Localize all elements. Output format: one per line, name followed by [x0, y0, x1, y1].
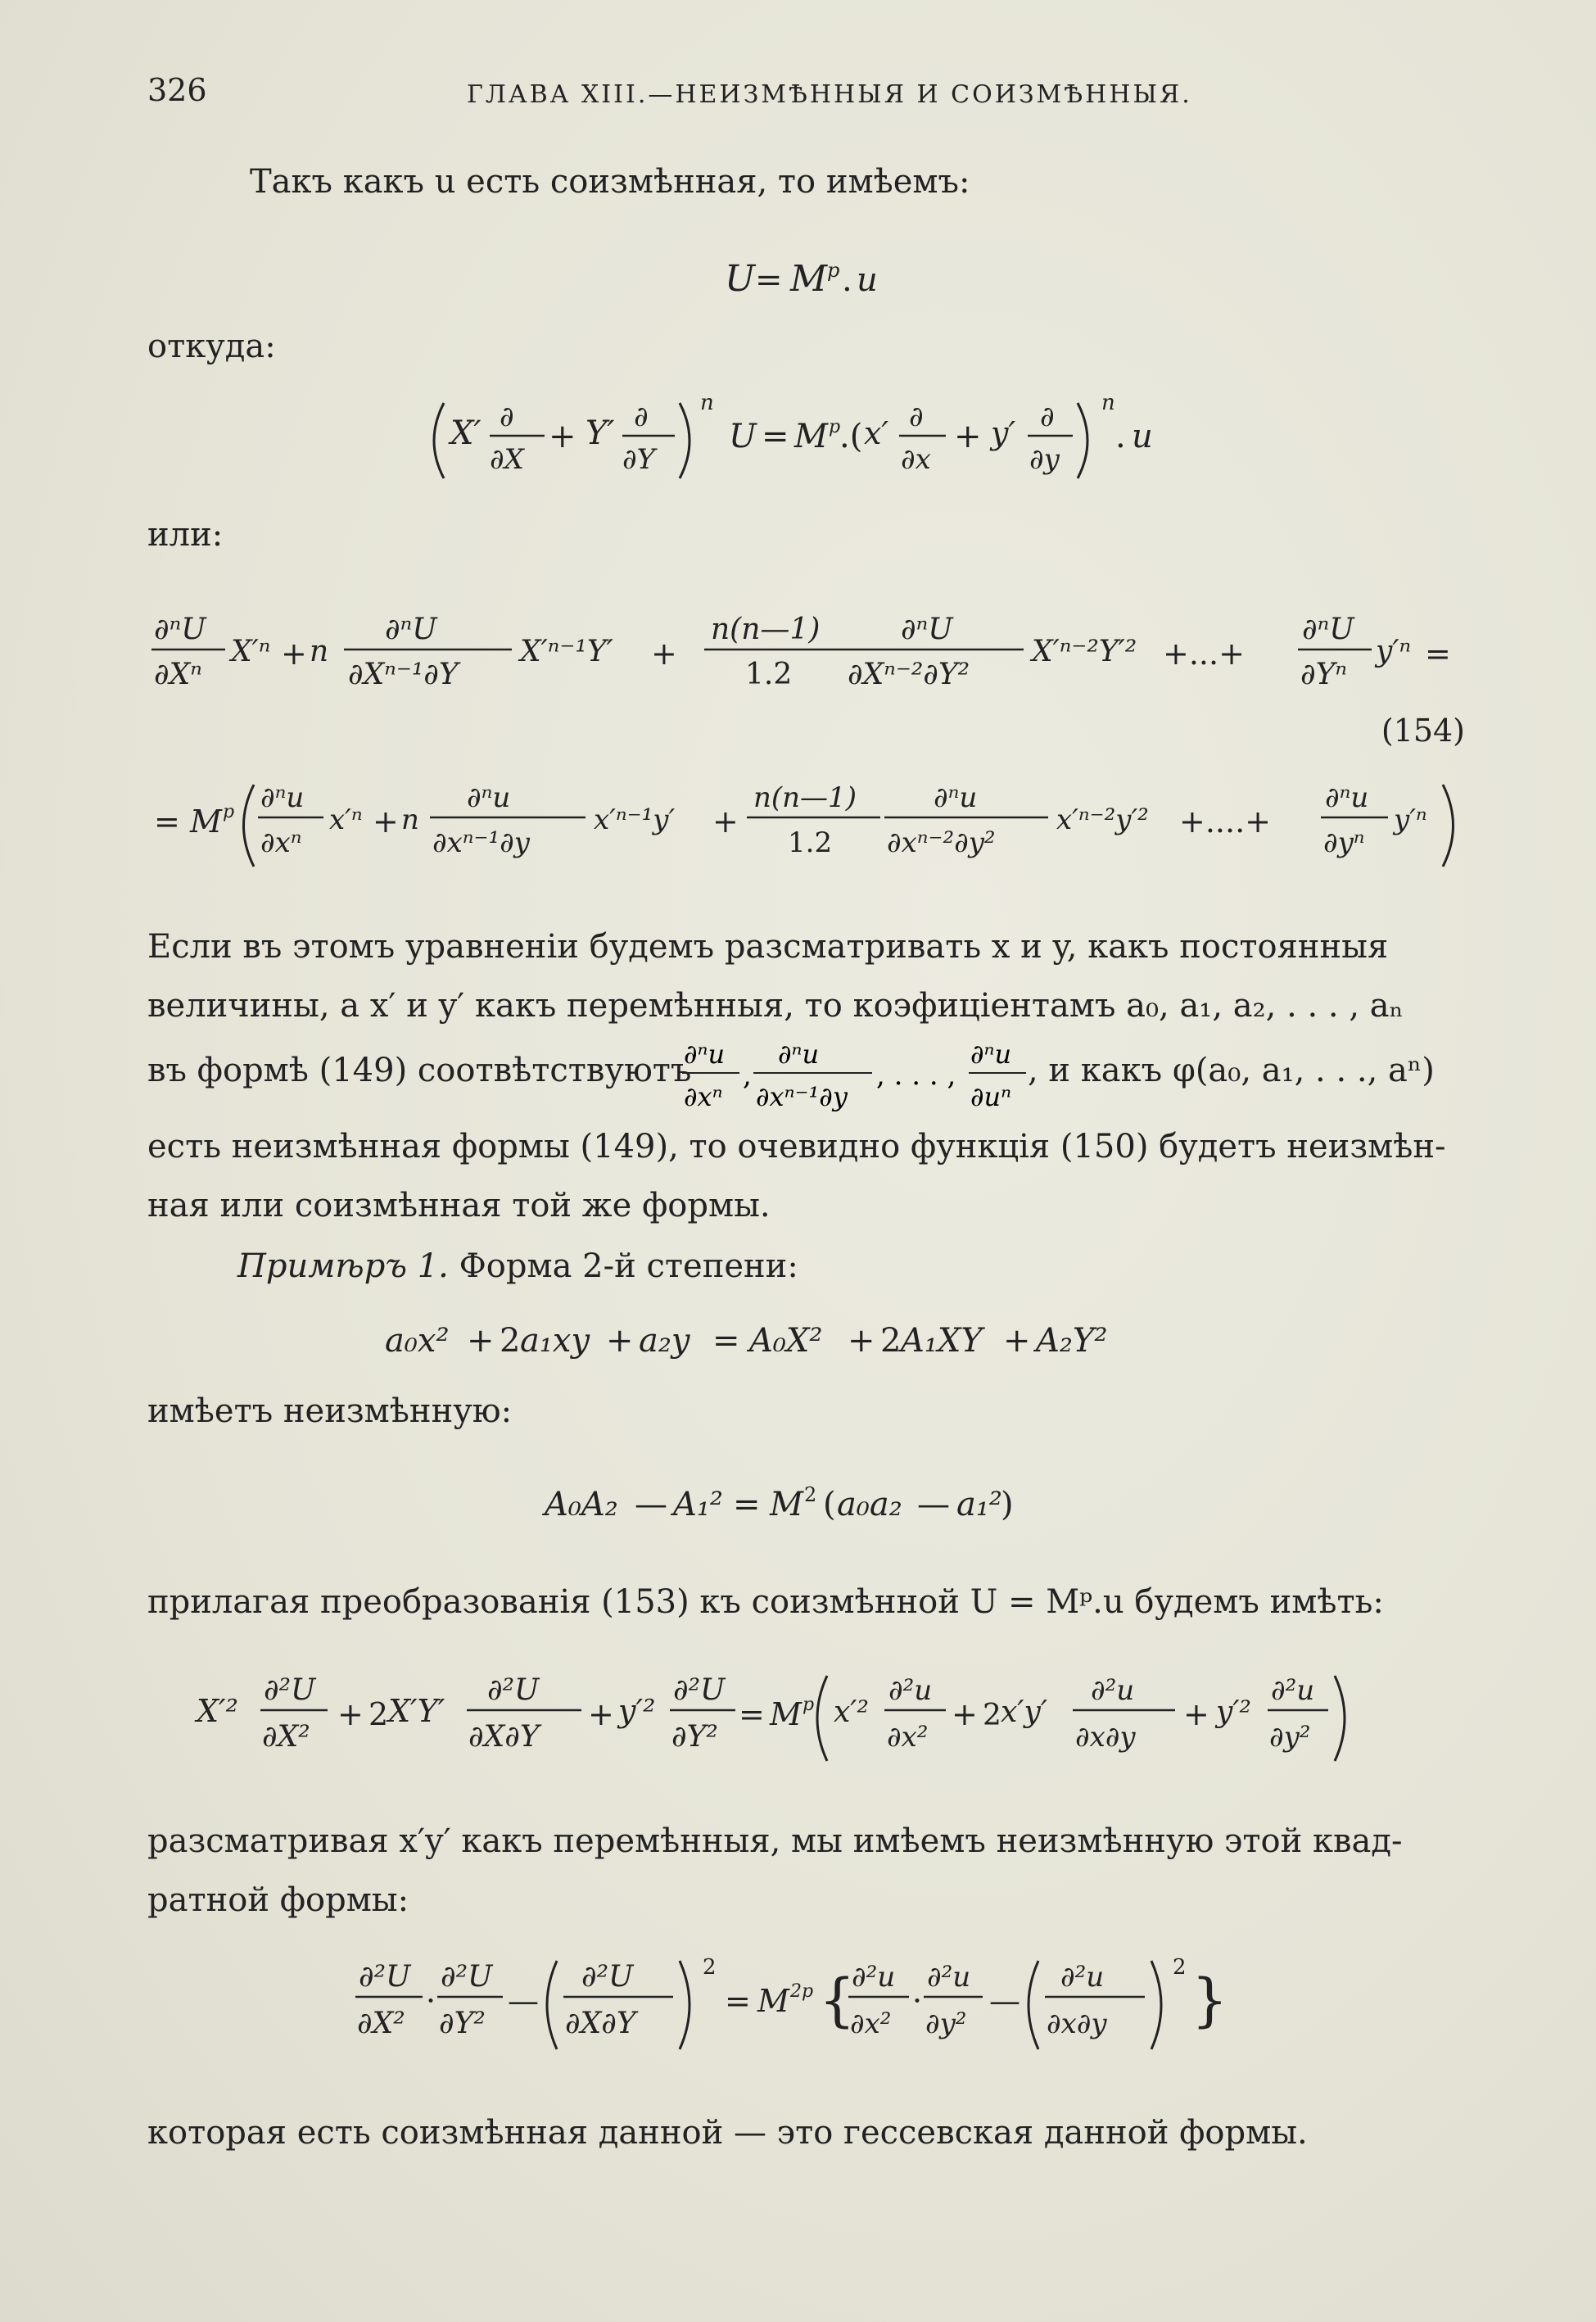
svg-text:a₁xy: a₁xy [520, 1322, 590, 1360]
svg-text:x′ⁿ⁻²y′²: x′ⁿ⁻²y′² [1056, 803, 1149, 836]
paragraph-2-line-1: Если въ этомъ уравненіи будемъ разсматривать x и y, какъ постоянныя [147, 928, 1389, 966]
paragraph-5-line-2: ратной формы: [147, 1881, 409, 1919]
svg-text:∂ⁿu: ∂ⁿu [778, 1039, 820, 1070]
equation-transform [123, 1663, 1499, 1777]
svg-text:X′²: X′² [197, 1693, 238, 1729]
svg-text:x′: x′ [864, 415, 889, 451]
svg-text:Y′: Y′ [586, 414, 615, 452]
svg-text:X′Y′: X′Y′ [388, 1693, 445, 1729]
svg-text:n(n—1): n(n—1) [753, 781, 857, 814]
svg-text:a₀a₂: a₀a₂ [837, 1486, 902, 1523]
svg-text:2: 2 [703, 1955, 717, 1980]
svg-text:∂Y²: ∂Y² [439, 2007, 486, 2040]
svg-text:n: n [401, 803, 419, 836]
label-ili: или: [147, 516, 224, 554]
svg-text:2: 2 [500, 1322, 521, 1360]
equation-u [123, 246, 1499, 311]
svg-text:X′ⁿ⁻²Y′²: X′ⁿ⁻²Y′² [1032, 635, 1137, 668]
svg-text:=: = [725, 1983, 751, 2019]
equation-number-154: (154) [1381, 713, 1465, 749]
paragraph-2-line-2: величины, а x′ и y′ какъ перемѣнныя, то коэфиціентамъ a₀, a₁, a₂, . . . , aₙ [147, 987, 1404, 1025]
svg-text:+: + [606, 1322, 634, 1360]
svg-text:∂y²: ∂y² [1269, 1721, 1311, 1754]
svg-text:M: M [790, 258, 828, 300]
svg-text:∂: ∂ [500, 401, 514, 433]
svg-text:x′y′: x′y′ [1001, 1695, 1047, 1729]
svg-text:∂ⁿU: ∂ⁿU [385, 613, 437, 646]
equation-invariant [123, 1470, 1499, 1536]
equation-operator [123, 385, 1499, 500]
paragraph-3: имѣетъ неизмѣнную: [147, 1392, 513, 1430]
svg-text:+: + [588, 1696, 614, 1732]
svg-text:∂x²: ∂x² [887, 1721, 929, 1754]
svg-text:∂Xⁿ⁻¹∂Y: ∂Xⁿ⁻¹∂Y [348, 658, 459, 691]
svg-text:∂Xⁿ⁻²∂Y²: ∂Xⁿ⁻²∂Y² [848, 658, 970, 691]
svg-text:∂y²: ∂y² [925, 2007, 967, 2040]
paragraph-2-line-3-start: въ формѣ (149) соотвѣтствуютъ [147, 1052, 692, 1089]
paragraph-2-line-3-end: , и какъ φ(a₀, a₁, . . ., aⁿ) [1028, 1052, 1435, 1089]
svg-text:}: } [1191, 1967, 1228, 2034]
svg-text:U: U [729, 418, 757, 455]
svg-text:a₀x²: a₀x² [385, 1322, 450, 1360]
svg-text:—: — [917, 1486, 950, 1523]
svg-text:∂X∂Y: ∂X∂Y [468, 1720, 540, 1754]
svg-text:.: . [1115, 418, 1126, 455]
svg-text:p: p [829, 417, 841, 437]
equation-154-line1-svg [123, 602, 1499, 708]
svg-text:n: n [310, 635, 329, 668]
svg-text:{: { [819, 1967, 856, 2034]
svg-text:n(n—1): n(n—1) [711, 613, 821, 646]
equation-form-2 [123, 1306, 1499, 1372]
svg-text:y′ⁿ: y′ⁿ [1394, 803, 1427, 836]
svg-text:x′ⁿ⁻¹y′: x′ⁿ⁻¹y′ [594, 803, 676, 836]
svg-text:=: = [739, 1696, 765, 1732]
svg-text:∂: ∂ [909, 401, 924, 433]
svg-text:∂ⁿu: ∂ⁿu [1325, 781, 1369, 814]
svg-text:∂Xⁿ: ∂Xⁿ [154, 658, 202, 691]
svg-text:U: U [725, 258, 756, 300]
equation-154-line2 [123, 770, 1499, 876]
svg-text:+: + [712, 803, 739, 840]
svg-text:A₁²: A₁² [673, 1486, 723, 1523]
svg-text:∂X²: ∂X² [357, 2007, 405, 2040]
svg-text:A₁XY: A₁XY [901, 1322, 983, 1360]
svg-text:=: = [733, 1486, 761, 1523]
svg-text:∂uⁿ: ∂uⁿ [970, 1081, 1012, 1112]
svg-text:M: M [757, 1983, 789, 2019]
svg-text:·: · [912, 1983, 923, 2019]
svg-text:∂x∂y: ∂x∂y [1047, 2007, 1107, 2040]
example-label: Примѣръ 1. [237, 1247, 449, 1285]
svg-text:=: = [755, 261, 783, 299]
svg-text:a₁²: a₁² [956, 1486, 1002, 1523]
svg-text:2: 2 [804, 1483, 817, 1506]
svg-text:∂: ∂ [1040, 401, 1055, 433]
svg-text:x′²: x′² [834, 1695, 869, 1729]
svg-text:—: — [508, 1983, 539, 2019]
svg-text:): ) [1001, 1486, 1014, 1523]
svg-text:p: p [803, 1695, 815, 1715]
svg-text:—: — [635, 1486, 667, 1523]
svg-text:+: + [651, 636, 677, 672]
svg-text:+: + [337, 1696, 364, 1732]
svg-text:y′²: y′² [1216, 1695, 1251, 1729]
svg-text:∂²u: ∂²u [888, 1674, 933, 1707]
equation-transform-svg [123, 1663, 1499, 1777]
svg-text:∂²U: ∂²U [581, 1960, 634, 1994]
svg-text:∂²U: ∂²U [264, 1673, 316, 1707]
svg-text:∂: ∂ [634, 401, 649, 433]
svg-text:1.2: 1.2 [788, 826, 833, 859]
equation-invariant-svg [123, 1470, 1499, 1536]
svg-text:∂ⁿu: ∂ⁿu [934, 781, 978, 814]
equation-hessian [123, 1949, 1499, 2064]
svg-text:∂²U: ∂²U [487, 1673, 540, 1707]
svg-text:∂xⁿ: ∂xⁿ [684, 1081, 723, 1112]
svg-text:y′ⁿ: y′ⁿ [1376, 635, 1412, 668]
svg-text:2: 2 [880, 1322, 902, 1360]
svg-text:X′: X′ [450, 414, 482, 452]
svg-text:∂y: ∂y [1029, 443, 1060, 476]
svg-text:=: = [762, 418, 789, 455]
equation-form-2-svg [123, 1306, 1499, 1372]
svg-text:a₂y: a₂y [639, 1322, 690, 1360]
svg-text:x′ⁿ: x′ⁿ [329, 803, 363, 836]
svg-text:p: p [827, 259, 840, 282]
svg-text:(: ( [823, 1486, 836, 1523]
svg-text:=: = [1425, 636, 1451, 672]
svg-text:,: , [743, 1059, 752, 1092]
svg-text:A₀X²: A₀X² [749, 1322, 823, 1360]
page-header [0, 72, 1596, 113]
svg-text:y′: y′ [991, 415, 1016, 451]
svg-text:∂ⁿu: ∂ⁿu [260, 781, 305, 814]
equation-154-line2-svg [123, 770, 1499, 876]
svg-text:A₀A₂: A₀A₂ [545, 1486, 618, 1523]
svg-text:∂²u: ∂²u [1060, 1961, 1105, 1994]
equation-154-line1 [123, 602, 1499, 708]
svg-text:∂ⁿU: ∂ⁿU [154, 613, 206, 646]
svg-text:∂ⁿU: ∂ⁿU [901, 613, 953, 646]
svg-text:∂²u: ∂²u [852, 1961, 896, 1994]
svg-text:+: + [373, 803, 399, 840]
paragraph-intro: Такъ какъ u есть соизмѣнная, то имѣемъ: [250, 163, 970, 201]
svg-text:∂ⁿu: ∂ⁿu [970, 1039, 1012, 1070]
svg-text:u: u [857, 261, 878, 299]
svg-text:∂x²: ∂x² [850, 2007, 892, 2040]
svg-text:=: = [712, 1322, 740, 1360]
svg-text:.: . [842, 261, 852, 299]
svg-text:∂Y: ∂Y [622, 443, 656, 476]
paragraph-2-line-5: ная или соизмѣнная той же формы. [147, 1187, 771, 1224]
svg-text:=: = [154, 803, 180, 840]
svg-text:p: p [223, 802, 235, 822]
running-title: ГЛАВА XIII.—НЕИЗМѢННЫЯ И СОИЗМѢННЫЯ. [467, 80, 1192, 109]
equation-hessian-svg [123, 1949, 1499, 2064]
paragraph-4: прилагая преобразованія (153) къ соизмѣнной U = Mᵖ.u будемъ имѣть: [147, 1583, 1384, 1621]
svg-text:2: 2 [1173, 1955, 1187, 1980]
svg-text:—: — [989, 1983, 1020, 2019]
paragraph-2-line-4: есть неизмѣнная формы (149), то очевидно функція (150) будетъ неизмѣн- [147, 1128, 1446, 1166]
svg-text:n: n [700, 391, 714, 415]
svg-text:∂x: ∂x [901, 443, 931, 476]
svg-text:∂²u: ∂²u [1271, 1674, 1315, 1707]
svg-text:2: 2 [983, 1699, 1001, 1732]
svg-text:∂X: ∂X [490, 443, 524, 476]
svg-text:M: M [770, 1696, 802, 1732]
svg-text:∂X∂Y: ∂X∂Y [565, 2007, 636, 2040]
example-text: Форма 2-й степени: [459, 1247, 798, 1285]
svg-text:X′ⁿ: X′ⁿ [231, 635, 271, 668]
example-heading [237, 1237, 1384, 1296]
svg-text:+: + [954, 418, 982, 455]
svg-text:u: u [1132, 418, 1153, 455]
paragraph-5-line-1: разсматривая x′y′ какъ перемѣнныя, мы имѣемъ неизмѣнную этой квад- [147, 1822, 1403, 1860]
svg-text:+...+: +...+ [1163, 636, 1245, 672]
svg-text:A₂Y²: A₂Y² [1036, 1322, 1108, 1360]
svg-text:∂Y²: ∂Y² [671, 1720, 718, 1754]
svg-text:∂²U: ∂²U [359, 1960, 411, 1994]
svg-text:+: + [952, 1696, 978, 1732]
svg-text:∂yⁿ: ∂yⁿ [1323, 826, 1365, 859]
svg-text:∂x∂y: ∂x∂y [1075, 1721, 1136, 1754]
svg-text:+: + [1003, 1322, 1031, 1360]
svg-text:M: M [794, 418, 828, 455]
svg-text:+: + [467, 1322, 495, 1360]
svg-text:∂ⁿu: ∂ⁿu [467, 781, 511, 814]
svg-text:M: M [770, 1486, 803, 1523]
svg-text:∂xⁿ⁻¹∂y: ∂xⁿ⁻¹∂y [756, 1081, 848, 1112]
paragraph-6: которая есть соизмѣнная данной — это гессевская данной формы. [147, 2114, 1308, 2152]
svg-text:+: + [848, 1322, 875, 1360]
svg-text:M: M [190, 803, 222, 840]
page-number: 326 [147, 72, 207, 108]
svg-text:+: + [1183, 1696, 1209, 1732]
svg-text:+: + [549, 418, 576, 455]
svg-text:+: + [281, 636, 307, 672]
paragraph-2-line-3 [147, 1034, 1466, 1116]
label-otkuda: откуда: [147, 328, 276, 365]
svg-text:∂²U: ∂²U [673, 1673, 726, 1707]
svg-text:n: n [1101, 391, 1115, 415]
svg-text:, . . . ,: , . . . , [876, 1059, 956, 1092]
svg-text:∂xⁿ⁻²∂y²: ∂xⁿ⁻²∂y² [887, 826, 996, 859]
equation-operator-svg [123, 385, 1499, 500]
svg-text:∂ⁿu: ∂ⁿu [684, 1039, 726, 1070]
svg-text:∂²U: ∂²U [441, 1960, 493, 1994]
svg-text:2p: 2p [790, 1981, 814, 2002]
svg-text:·: · [426, 1983, 436, 2019]
svg-text:+....+: +....+ [1179, 803, 1271, 840]
svg-text:∂Yⁿ: ∂Yⁿ [1300, 658, 1347, 691]
svg-text:1.2: 1.2 [745, 658, 793, 691]
svg-text:∂²u: ∂²u [927, 1961, 971, 1994]
svg-text:y′²: y′² [618, 1693, 656, 1729]
equation-u-svg [123, 246, 1499, 311]
svg-text:∂xⁿ: ∂xⁿ [260, 826, 302, 859]
svg-text:.(: .( [839, 418, 863, 455]
svg-text:X′ⁿ⁻¹Y′: X′ⁿ⁻¹Y′ [520, 635, 613, 668]
svg-text:2: 2 [368, 1696, 389, 1732]
svg-text:∂²u: ∂²u [1091, 1674, 1135, 1707]
svg-text:∂ⁿU: ∂ⁿU [1302, 613, 1354, 646]
svg-text:∂xⁿ⁻¹∂y: ∂xⁿ⁻¹∂y [432, 826, 530, 859]
svg-text:∂X²: ∂X² [262, 1720, 310, 1754]
